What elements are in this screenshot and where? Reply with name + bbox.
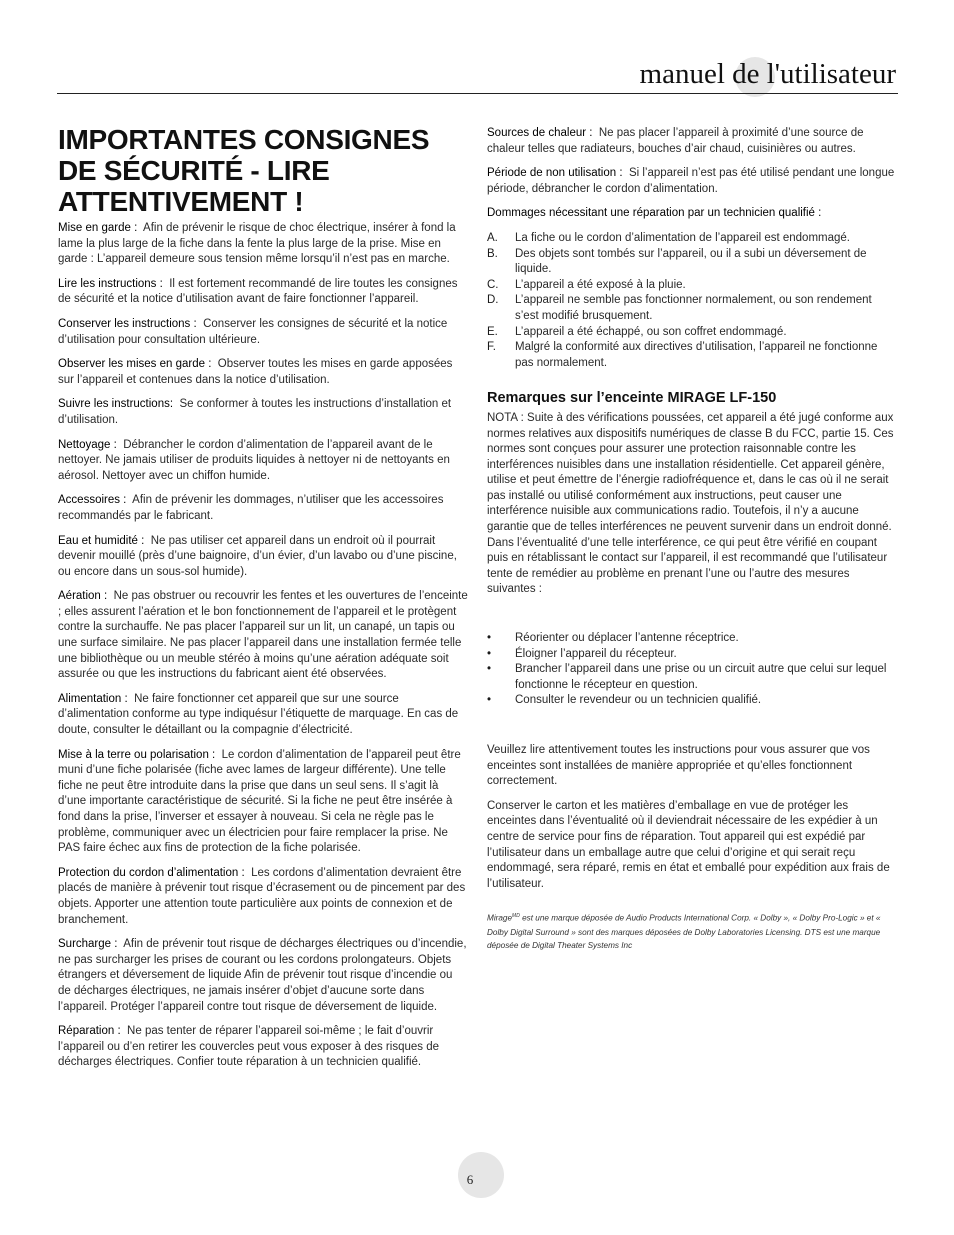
safety-item (58, 866, 468, 928)
safety-item (58, 748, 468, 857)
safety-item (58, 277, 468, 308)
safety-item (58, 438, 468, 485)
safety-item-label: Sources de chaleur : (487, 127, 593, 139)
damage-list-item-text: Des objets sont tombés sur l’appareil, ou il a subi un déversement de liquide. (515, 247, 867, 276)
nota-paragraph: NOTA : Suite à des vérifications poussées, cet appareil a été jugé conforme aux normes relatives aux dispositifs numériques de classe B du FCC, partie 15. Ces normes sont conçues pour assurer une protection raisonnable contre les interférences nuisibles dans une installation résidentielle. Cet appareil génère, utilise et peut émettre de l’énergie radiofréquence et, dans le cas où il ne serait pas installé ou utilisé conformément aux instructions, peut causer une interférence nuisible aux communications radio. Toutefois, il n’y a aucune garantie que de telles interférences ne peuvent survenir dans un endroit donné. Dans l’éventualité d’une telle interférence, ce qui peut être vérifié en coupant puis en rétablissant le contact sur l’appareil, il est recommandé que l’utilisateur tente de remédier au problème en prenant l’une ou l’autre des mesures suivantes : (487, 411, 894, 596)
damage-list-item (487, 325, 898, 341)
safety-item-label: Alimentation : (58, 692, 128, 705)
safety-item (58, 589, 468, 683)
damage-list-item (487, 340, 898, 371)
measure-list-item-text: Consulter le revendeur ou un technicien qualifié. (515, 694, 762, 707)
safety-item (58, 221, 468, 268)
safety-item-text: Ne pas utiliser cet appareil dans un endroit où il pourrait devenir mouillé (près d’une baignoire, d’un évier, d’un lavabo ou d’une piscine, ou encore dans un sous-sol humide). (58, 534, 457, 578)
measure-list-item-text: Réorienter ou déplacer l’antenne réceptrice. (515, 632, 739, 645)
measures-list (487, 631, 898, 709)
safety-item-text: Ne pas tenter de réparer l’appareil soi-même ; le fait d’ouvrir l’appareil ou d’en retirer les couvercles peut vous exposer à des risques de décharges électriques. Confier toute réparation à un technicien qualifié. (58, 1025, 439, 1069)
damage-list-item-marker: A. (487, 231, 498, 244)
safety-item (58, 397, 468, 428)
safety-item (58, 357, 468, 388)
measure-list-item (487, 693, 898, 709)
damage-list-item-text: L’appareil a été exposé à la pluie. (515, 278, 686, 291)
safety-items-list-right (487, 126, 898, 222)
safety-item-text: Afin de prévenir les dommages, n’utiliser que les accessoires recommandés par le fabricant. (58, 494, 444, 522)
safety-item-label: Mise en garde : (58, 222, 138, 234)
footnote-text: est une marque déposée de Audio Products International Corp. « Dolby », « Dolby Pro-Logic » et « Dolby Digital Surround » sont des marques déposées de Dolby Laboratories Licensing. DTS est une marque déposée de Digital Theater Systems Inc (487, 914, 881, 951)
safety-item-label: Eau et humidité : (58, 534, 145, 547)
safety-item-text: Observer toutes les mises en garde apposées sur l’appareil et contenues dans la notice d’utilisation. (58, 358, 453, 386)
safety-item-label: Surcharge : (58, 938, 118, 951)
damage-list-item-marker: F. (487, 341, 496, 354)
safety-item-text: Se conformer à toutes les instructions d’installation et d’utilisation. (58, 398, 452, 426)
trademark-footnote (487, 910, 898, 952)
damage-list-item (487, 247, 898, 278)
footnote-mark: MD (512, 913, 520, 920)
safety-item-label: Dommages nécessitant une réparation par un technicien qualifié : (487, 207, 822, 220)
safety-item-text: Les cordons d’alimentation devraient être placés de manière à prévenir tout risque d’écrasement ou de pincement par des objets. Apporter une attention toute particulière aux points de connexion et de branchement. (58, 866, 466, 926)
left-column (58, 124, 468, 1080)
safety-item-label: Lire les instructions : (58, 277, 163, 290)
safety-item (58, 1024, 468, 1071)
measure-list-item-marker: • (487, 647, 492, 660)
safety-item (58, 317, 468, 348)
spacer (487, 607, 898, 631)
damage-list-item-marker: E. (487, 325, 498, 338)
damage-list-item-text: Malgré la conformité aux directives d’utilisation, l’appareil ne fonctionne pas normalement. (515, 341, 878, 369)
safety-item (487, 166, 898, 197)
header-title: manuel de l'utilisateur (639, 58, 896, 90)
safety-item-text: Débrancher le cordon d’alimentation de l’appareil avant de le nettoyer. Ne jamais utiliser de produits liquides à nettoyer ni de nettoyants en aérosol. Nettoyer avec un chiffon humide. (58, 438, 450, 482)
safety-item (58, 493, 468, 524)
safety-item (487, 206, 898, 222)
safety-item (58, 534, 468, 581)
safety-item-label: Suivre les instructions: (58, 398, 174, 411)
safety-item (58, 937, 468, 1015)
instructions-paragraph: Veuillez lire attentivement toutes les instructions pour vous assurer que vos enceintes sont installées de manière appropriée et qu’elles fonctionnent correctement. (487, 744, 870, 788)
damage-list (487, 231, 898, 371)
damage-list-item-marker: C. (487, 278, 499, 291)
damage-list-item-text: La fiche ou le cordon d’alimentation de l’appareil est endommagé. (515, 231, 850, 244)
safety-item-label: Nettoyage : (58, 438, 117, 451)
safety-item-text: Ne pas placer l’appareil à proximité d’une source de chaleur telles que radiateurs, bouches d’air chaud, cuisinières ou autres. (487, 127, 864, 155)
safety-item-label: Mise à la terre ou polarisation : (58, 748, 216, 761)
damage-list-item-marker: D. (487, 294, 499, 307)
header-rule (57, 93, 898, 94)
measure-list-item (487, 631, 898, 647)
right-column (487, 126, 898, 953)
safety-item-label: Réparation : (58, 1025, 121, 1038)
measure-list-item (487, 662, 898, 693)
damage-list-item-text: L’appareil ne semble pas fonctionner normalement, ou son rendement s’est modifié brusquement. (515, 294, 872, 322)
page-number: 6 (466, 1172, 474, 1187)
safety-item-text: Conserver les consignes de sécurité et la notice d’utilisation pour consultation ultérieure. (58, 317, 448, 346)
damage-list-item (487, 293, 898, 324)
damage-list-item (487, 278, 898, 294)
safety-item-label: Aération : (58, 590, 108, 603)
measure-list-item-marker: • (487, 663, 492, 676)
page-title: IMPORTANTES CONSIGNES DE SÉCURITÉ - LIRE ATTENTIVEMENT ! (58, 124, 430, 217)
safety-item-text: Afin de prévenir le risque de choc électrique, insérer à fond la lame la plus large de la fiche dans la fente la plus large de la prise. Mise en garde : L’appareil demeure sous tension même lorsqu’il n’est pas en marche. (58, 222, 456, 266)
measure-list-item-text: Éloigner l’appareil du récepteur. (515, 647, 677, 660)
damage-list-item (487, 231, 898, 247)
spacer (487, 723, 898, 743)
safety-items-list (58, 221, 468, 1071)
footnote-brand: Mirage (487, 914, 513, 924)
safety-item-label: Accessoires : (58, 494, 127, 507)
safety-item (487, 126, 898, 157)
packaging-paragraph: Conserver le carton et les matières d’emballage en vue de protéger les enceintes dans l’éventualité où il deviendrait nécessaire de les expédier à un centre de service pour fins de réparation. Tout appareil qui est expédié par l’utilisateur dans un emballage autre que celui d’origine et qui serait reçu endommagé, sera réparé, remis en état et emballé pour expédition aux frais de l’utilisateur. (487, 799, 890, 890)
damage-list-item-marker: B. (487, 247, 498, 260)
safety-item-text: Si l’appareil n’est pas été utilisé pendant une longue période, débrancher le cordon d’alimentation. (487, 167, 895, 195)
safety-item-label: Période de non utilisation : (487, 167, 623, 180)
safety-item-text: Ne pas obstruer ou recouvrir les fentes et les ouvertures de l’enceinte ; elles assurent l’aération et le bon fonctionnement de l’appareil et le protègent contre la surchauffe. Ne pas placer l’appareil sur un lit, un canapé, un tapis ou une surface similaire. Ne pas placer l’appareil dans une installation fermée telle une bibliothèque ou un meuble stéréo à moins qu’une aération adéquate soit assurée ou que les instructions du fabricant aient été observées. (58, 590, 468, 681)
measure-list-item-marker: • (487, 694, 492, 707)
safety-item-text: Le cordon d’alimentation de l’appareil peut être muni d’une fiche polarisée (fiche avec lames de largeur différente). Une telle fiche ne peut être introduite dans la prise que dans un seul sens. Il s’agit là d’une importante caractéristique de sécurité. Si la fiche ne peut être insérée à fond dans la prise, l’inverser et essayer à nouveau. Si cela ne règle pas le problème, communiquer avec un électricien pour faire remplacer la prise. Ne PAS faire échec aux fins de protection de la fiche polarisée. (58, 748, 461, 855)
safety-item-label: Protection du cordon d’alimentation : (58, 866, 245, 879)
remarks-title: Remarques sur l’enceinte MIRAGE LF-150 (487, 390, 777, 407)
safety-item-text: Ne faire fonctionner cet appareil que sur une source d’alimentation conforme au type indiquésur l’étiquette de marquage. En cas de doute, consulter le détaillant ou la compagnie d’électricité. (58, 692, 459, 737)
measure-list-item-text: Brancher l’appareil dans une prise ou un circuit autre que celui sur lequel fonctionne le récepteur en question. (515, 663, 887, 691)
damage-list-item-text: L’appareil a été échappé, ou son coffret endommagé. (515, 325, 787, 338)
measure-list-item-marker: • (487, 632, 492, 645)
safety-item (58, 692, 468, 739)
measure-list-item (487, 647, 898, 663)
safety-item-text: Il est fortement recommandé de lire toutes les consignes de sécurité et la notice d’utilisation avant de faire fonctionner l’appareil. (58, 277, 458, 306)
safety-item-text: Afin de prévenir tout risque de décharges électriques ou d’incendie, ne pas surcharger les prises de courant ou les cordons prolongateurs. Objets étrangers et déversement de liquide Afin de prévenir tout risque d’incendie ou de décharges électriques, ne jamais insérer d’objet d’aucune sorte dans l’appareil. Protéger l’appareil contre tout risque de déversement de liquide. (58, 938, 467, 1013)
safety-item-label: Conserver les instructions : (58, 317, 197, 330)
safety-item-label: Observer les mises en garde : (58, 358, 212, 371)
